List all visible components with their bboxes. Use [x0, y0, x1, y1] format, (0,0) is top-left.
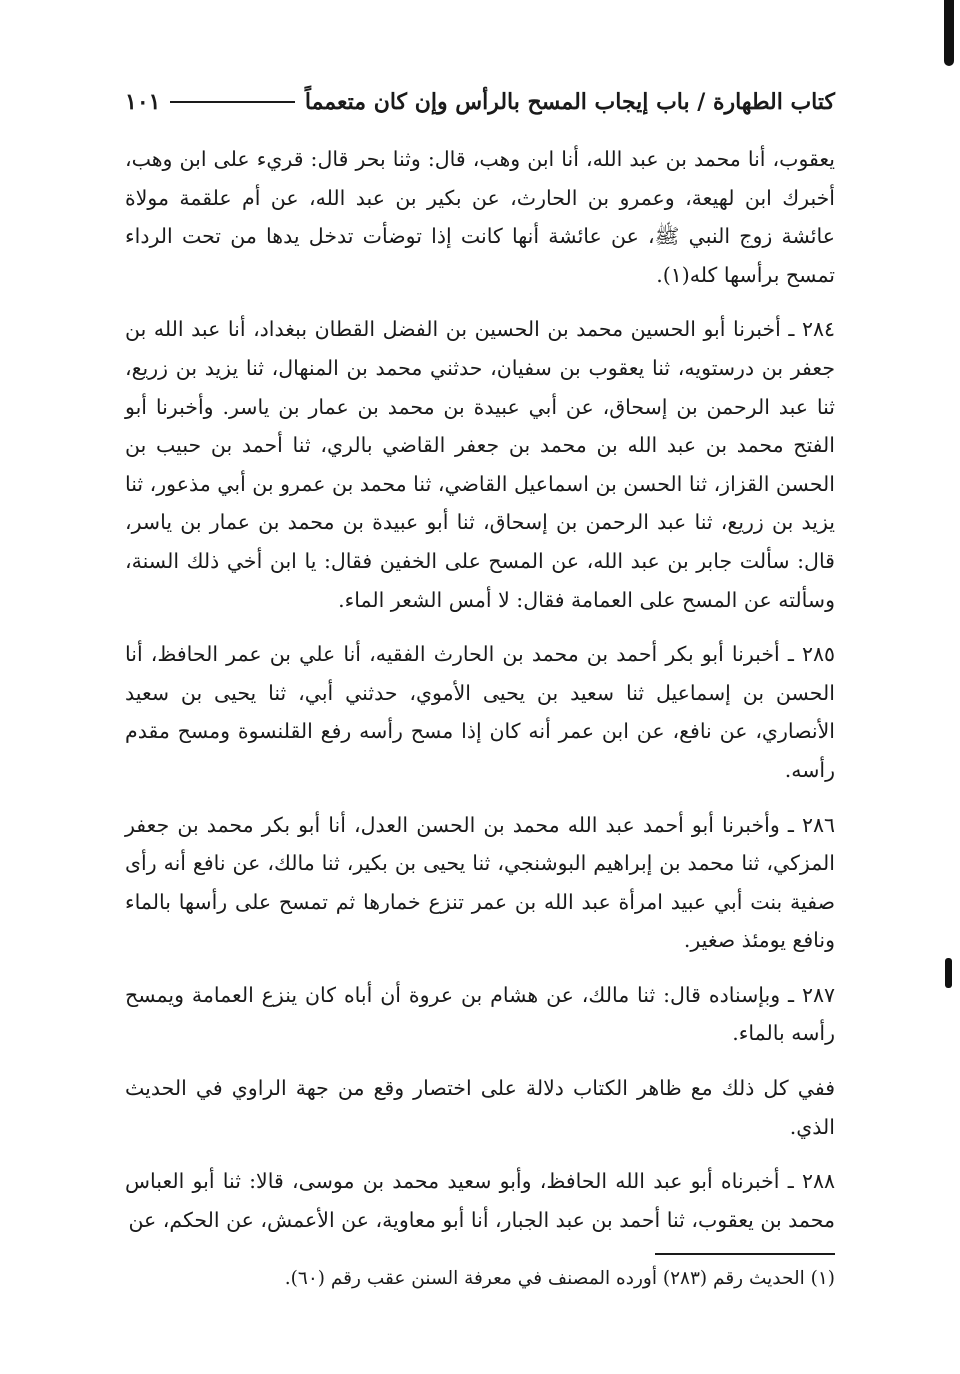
- main-text: [125, 140, 835, 1239]
- hadith-286: ٢٨٦ ـ وأخبرنا أبو أحمد عبد الله محمد بن الحسن العدل، أنا أبو بكر محمد بن جعفر المزكي، ثنا محمد بن إبراهيم البوشنجي، ثنا يحيى بن بكير، ثنا مالك، عن نافع أنه رأى صفية بنت أبي عبيد امرأة عبد الله بن عمر تنزع خمارها ثم تمسح على رأسها بالماء ونافع يومئذ صغير.: [125, 812, 835, 953]
- hadith-287: ٢٨٧ ـ وبإسناده قال: ثنا مالك، عن هشام بن عروة أن أباه كان ينزع العمامة ويمسح رأسه بالماء.: [125, 982, 835, 1046]
- hadith-285: ٢٨٥ ـ أخبرنا أبو بكر أحمد بن محمد بن الحارث الفقيه، أنا علي بن عمر الحافظ، أنا الحسن بن إسماعيل ثنا سعيد بن يحيى الأموي، حدثني أبي، ثنا يحيى بن سعيد الأنصاري، عن نافع، عن ابن عمر أنه كان إذا مسح رأسه رفع القلنسوة ومسح مقدم رأسه.: [125, 642, 835, 782]
- chapter-title: كتاب الطهارة / باب إيجاب المسح بالرأس وإن كان متعمماً: [304, 89, 835, 115]
- hadith-284: ٢٨٤ ـ أخبرنا أبو الحسين محمد بن الحسين بن الفضل القطان ببغداد، أنا عبد الله بن جعفر بن درستويه، ثنا يعقوب بن سفيان، حدثني محمد بن المنهال، ثنا يزيد بن زريع، ثنا عبد الرحمن بن إسحاق، عن أبي عبيدة بن محمد بن عمار بن ياسر. وأخبرنا أبو الفتح محمد بن عبد الله بن محمد بن جعفر القاضي بالري، ثنا أحمد بن حبيب بن الحسن القزاز، ثنا الحسن بن اسماعيل القاضي، ثنا محمد بن عمرو بن أبي مذعور، ثنا يزيد بن زريع، ثنا عبد الرحمن بن إسحاق، ثنا أبو عبيدة بن محمد بن عمار بن ياسر، قال: سألت جابر بن عبد الله، عن المسح على الخفين فقال: يا ابن أخي ذلك السنة، وسألته عن المسح على العمامة فقال: لا أمس الشعر الماء.: [125, 317, 835, 612]
- running-head: [125, 82, 835, 122]
- header-rule: [170, 101, 294, 103]
- page-edge-mark: [944, 0, 954, 66]
- footnote-rule: [655, 1253, 835, 1255]
- hadith-288: ٢٨٨ ـ أخبرناه أبو عبد الله الحافظ، وأبو سعيد محمد بن موسى، قالا: ثنا أبو العباس محمد بن يعقوب، ثنا أحمد بن عبد الجبار، أنا أبو معاوية، عن الأعمش، عن الحكم، عن: [125, 1169, 835, 1232]
- page-number: ١٠١: [125, 89, 161, 115]
- footnote: (١) الحديث رقم (٢٨٣) أورده المصنف في معرفة السنن عقب رقم (٦٠).: [284, 1268, 835, 1289]
- paragraph-continuation: يعقوب، أنا محمد بن عبد الله، أنا ابن وهب، قال: وثنا بحر قال: قريء على ابن وهب، أخبرك ابن لهيعة، وعمرو بن الحارث، عن بكير بن عبد الله، عن أم علقمة مولاة عائشة زوج النبي ﷺ، عن عائشة أنها كانت إذا توضأت تدخل يدها من تحت الرداء تمسح برأسها كله(١).: [125, 147, 835, 287]
- author-comment: ففي كل ذلك مع ظاهر الكتاب دلالة على اختصار وقع من جهة الراوي في الحديث الذي.: [125, 1076, 835, 1139]
- page-edge-mark-small: [945, 958, 952, 988]
